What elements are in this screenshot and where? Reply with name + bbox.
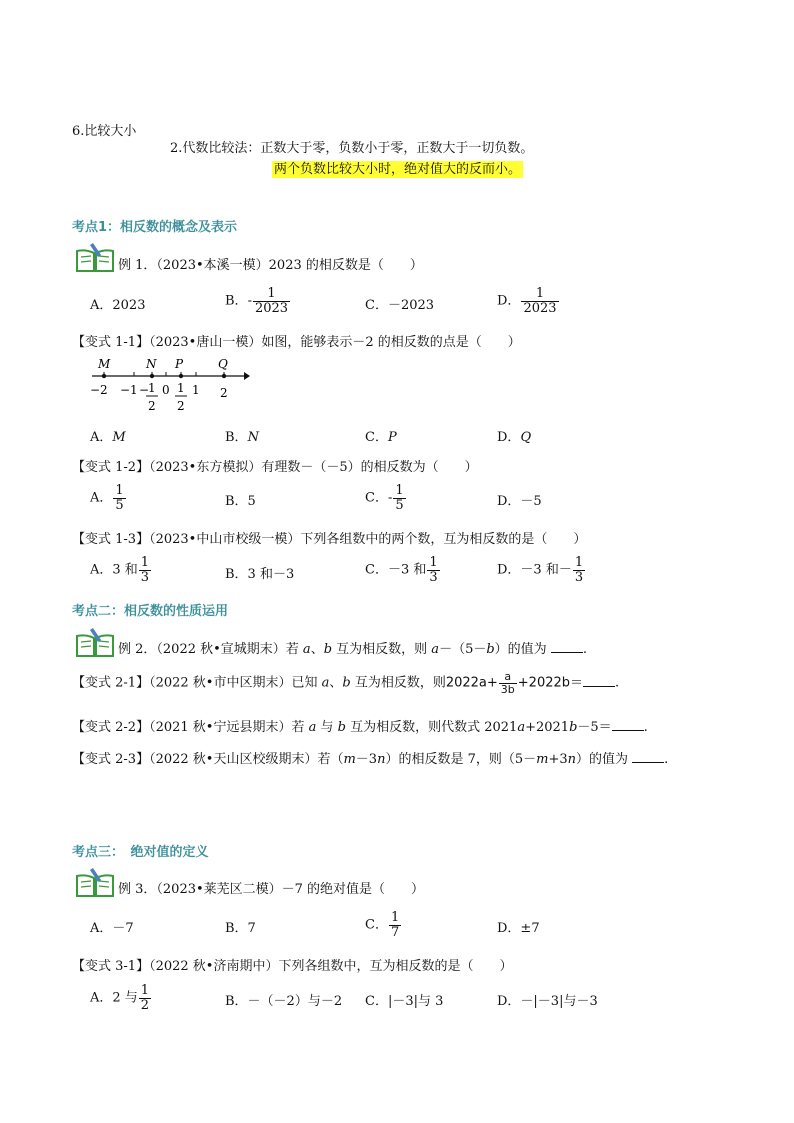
v23-question: 【变式 2-3】（2022 秋•天山区校级期末）若（m－3n）的相反数是 7，则（5－m+3n）的值为 .	[72, 752, 669, 767]
ex1-option-b[interactable]	[225, 287, 291, 315]
ex1-b-sign: -	[247, 293, 252, 309]
v12-option-c[interactable]: C．- $\frac{1}{5}$	[365, 483, 404, 513]
ex3-c-fraction: $\frac{1}{7}$	[390, 910, 400, 940]
point-n-dot	[150, 374, 154, 378]
v13-option-d[interactable]: D．－3 和－ $\frac{1}{3}$	[497, 555, 584, 585]
ex1-option-c[interactable]: C．－2023	[365, 298, 435, 313]
v31-option-b[interactable]: B．－（－2）与－2	[225, 994, 343, 1009]
v13-question: 【变式 1-3】（2023•中山市校级一模）下列各组数中的两个数，互为相反数的是（ ）	[72, 532, 587, 547]
ex1-question: 例 1．（2023•本溪一模）2023 的相反数是（ ）	[118, 258, 423, 273]
ex3-option-d[interactable]: D．±7	[497, 921, 540, 936]
ex1-d-fraction: $\frac{1}{2023}$	[523, 286, 557, 316]
ex1-b-prefix: B．	[225, 293, 248, 309]
tick-label-half-num: 1	[177, 381, 185, 395]
point-m-dot	[102, 374, 106, 378]
section-title-3: 考点三： 绝对值的定义	[72, 845, 209, 860]
book-pencil-icon	[74, 866, 116, 898]
v11-option-b[interactable]: B．N	[225, 430, 259, 445]
section-title-2: 考点二：相反数的性质运用	[72, 604, 229, 619]
ex3-question: 例 3．（2023•莱芜区二模）－7 的绝对值是（ ）	[118, 882, 425, 897]
book-pencil-icon	[74, 626, 116, 658]
v21-fraction: $\frac{a}{3b}$	[500, 670, 515, 696]
ex2-question: 例 2．（2022 秋•宣城期末）若 a、b 互为相反数，则 a－（5－b）的值为 .	[118, 642, 587, 657]
ex3-option-b[interactable]: B．7	[225, 921, 256, 936]
v31-a-fraction: $\frac{1}{2}$	[140, 983, 150, 1013]
v22-question: 【变式 2-2】（2021 秋•宁远县期末）若 a 与 b 互为相反数，则代数式 2021a+2021b－5＝ .	[72, 720, 648, 735]
v12-option-b[interactable]: B．5	[225, 494, 256, 509]
v31-option-c[interactable]: C．|－3|与 3	[365, 994, 444, 1009]
v13-d-fraction: $\frac{1}{3}$	[574, 555, 584, 585]
answer-blank[interactable]	[612, 720, 644, 731]
v31-option-a[interactable]: A．2 与 $\frac{1}{2}$	[90, 983, 150, 1013]
intro-line2-highlight: 两个负数比较大小时，绝对值大的反而小。	[274, 162, 522, 177]
v31-option-d[interactable]: D．－|－3|与－3	[497, 994, 598, 1009]
ex1-b-fraction: $\frac{1}{2023}$	[254, 286, 289, 316]
tick-label-half-den: 2	[177, 399, 185, 413]
v31-question: 【变式 3-1】（2022 秋•济南期中）下列各组数中，互为相反数的是（ ）	[72, 959, 513, 974]
v12-question: 【变式 1-2】（2023•东方模拟）有理数－（－5）的相反数为（ ）	[72, 460, 478, 475]
v12-option-a[interactable]: A． $\frac{1}{5}$	[90, 483, 124, 513]
v13-a-fraction: $\frac{1}{3}$	[140, 555, 150, 585]
ex1-option-d[interactable]	[497, 287, 560, 315]
tick-label-neg-sign: −	[139, 383, 150, 397]
v13-c-fraction: $\frac{1}{3}$	[429, 555, 438, 585]
point-p-label: P	[175, 357, 184, 371]
v21-question: 【变式 2-1】（2022 秋•市中区期末）已知 a、b 互为相反数，则2022a+ $\frac{a}{3b}$ +2022b＝ .	[72, 670, 620, 696]
ex3-option-a[interactable]: A．－7	[90, 921, 134, 936]
v11-question: 【变式 1-1】（2023•唐山一模）如图，能够表示－2 的相反数的点是（ ）	[72, 335, 521, 350]
tick-label-2: 2	[220, 386, 228, 400]
number-line-arrow	[244, 372, 250, 380]
ex1-option-a[interactable]: A．2023	[90, 298, 146, 313]
tick-label-neg2: −2	[90, 383, 108, 397]
tick-label-neghalf-den: 2	[148, 399, 156, 413]
tick-label-neg1: −1	[120, 383, 138, 397]
v11-option-a[interactable]: A．M	[90, 430, 126, 445]
point-q-dot	[222, 374, 226, 378]
book-pencil-icon	[74, 241, 116, 273]
section-title-1: 考点1：相反数的概念及表示	[72, 220, 238, 235]
intro-heading: 6.比较大小	[72, 124, 137, 139]
intro-line2	[272, 158, 523, 177]
ex1-d-prefix: D．	[497, 293, 521, 309]
point-m-label: M	[98, 357, 111, 371]
answer-blank[interactable]	[583, 676, 615, 687]
v12-option-d[interactable]: D．－5	[497, 494, 542, 509]
number-line	[84, 352, 264, 420]
v11-option-c[interactable]: C．P	[365, 430, 397, 445]
point-q-label: Q	[218, 357, 228, 371]
v13-option-c[interactable]: C．－3 和 $\frac{1}{3}$	[365, 555, 438, 585]
point-n-label: N	[146, 357, 157, 371]
intro-line1: 2.代数比较法：正数大于零，负数小于零，正数大于一切负数。	[170, 141, 534, 156]
tick-label-0: 0	[162, 383, 170, 397]
tick-label-neghalf-num: 1	[148, 381, 156, 395]
answer-blank[interactable]	[632, 752, 664, 763]
tick-label-1: 1	[192, 383, 200, 397]
v13-option-a[interactable]: A．3 和 $\frac{1}{3}$	[90, 555, 150, 585]
answer-blank[interactable]	[551, 642, 583, 653]
v12-c-fraction: $\frac{1}{5}$	[395, 483, 404, 513]
v11-option-d[interactable]: D．Q	[497, 430, 532, 445]
point-p-dot	[179, 374, 183, 378]
v12-a-fraction: $\frac{1}{5}$	[115, 483, 124, 513]
v13-option-b[interactable]: B．3 和－3	[225, 567, 295, 582]
ex3-option-c[interactable]: C． $\frac{1}{7}$	[365, 910, 400, 940]
